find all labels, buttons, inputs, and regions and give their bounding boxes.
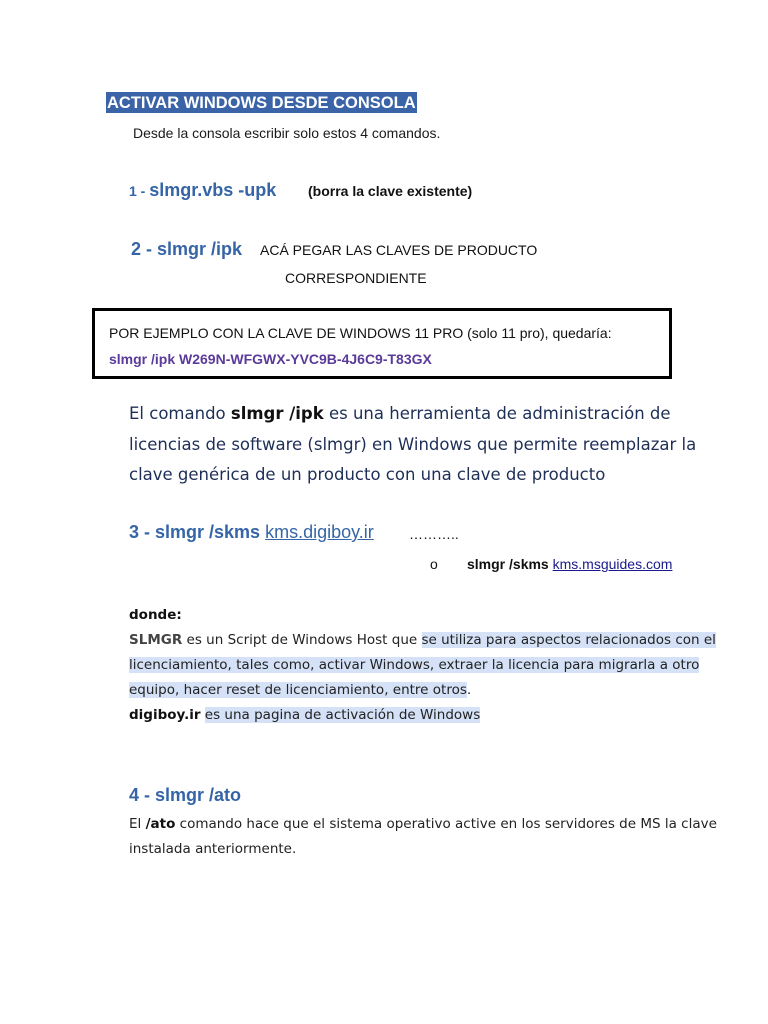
digiboy-text: es una pagina de activación de Windows [204, 707, 481, 723]
digiboy-definition [129, 703, 729, 728]
slmgr-text-plain: es un Script de Windows Host que [182, 632, 422, 648]
step-3-alt-command-text: slmgr /skms [467, 556, 553, 572]
ipk-description-after: es una herramienta de administración de licencias de software (slmgr) en Windows que permite reemplazar la clave genérica de un producto con una clave de producto [129, 404, 697, 484]
ato-text-after: comando hace que el sistema operativo active en los servidores de MS la clave instalada anteriormente. [129, 816, 717, 857]
step-2-note-line-2: CORRESPONDIENTE [285, 270, 427, 286]
ato-text-bold: /ato [145, 816, 176, 832]
step-3-dots: ……….. [409, 526, 459, 542]
slmgr-text-highlight: se utiliza para aspectos relacionados con el licenciamiento, tales como, activar Windows, extraer la licencia para migrarla a otro equipo, hacer reset de licenciamiento, entre otros [129, 632, 716, 698]
step-3-command-text: 3 - slmgr /skms [129, 522, 266, 542]
digiboy-label: digiboy.ir [129, 707, 201, 723]
ato-text-before: El [129, 816, 146, 832]
slmgr-label: SLMGR [129, 632, 183, 648]
step-1-note: (borra la clave existente) [308, 183, 473, 199]
step-3-alt-or: o [430, 556, 438, 572]
kms-msguides-link[interactable]: kms.msguides.com [552, 556, 673, 572]
step-3-alt-command [467, 556, 672, 572]
step-2-note-line-1: ACÁ PEGAR LAS CLAVES DE PRODUCTO [260, 242, 538, 258]
step-2-command: 2 - slmgr /ipk [131, 239, 243, 259]
step-1-command [129, 180, 276, 201]
step-1-number: 1 - [129, 183, 150, 199]
kms-digiboy-link[interactable]: kms.digiboy.ir [265, 522, 374, 542]
donde-section [129, 603, 729, 728]
ipk-description-before: El comando [129, 404, 231, 423]
step-4-command: 4 - slmgr /ato [129, 785, 242, 805]
page-title: ACTIVAR WINDOWS DESDE CONSOLA [107, 94, 416, 112]
intro-text: Desde la consola escribir solo estos 4 comandos. [133, 125, 441, 141]
slmgr-text-end: . [466, 682, 472, 698]
example-box [92, 308, 672, 379]
step-1-command-text: slmgr.vbs -upk [149, 180, 277, 200]
slmgr-definition [129, 628, 729, 703]
donde-label: donde: [129, 607, 182, 623]
ato-description [129, 812, 729, 862]
step-3-command [129, 522, 374, 543]
example-box-command: slmgr /ipk W269N-WFGWX-YVC9B-4J6C9-T83GX [109, 351, 432, 367]
ipk-description-bold: slmgr /ipk [230, 404, 324, 423]
example-box-line-1: POR EJEMPLO CON LA CLAVE DE WINDOWS 11 PRO (solo 11 pro), quedaría: [109, 325, 612, 341]
ipk-description [129, 399, 729, 491]
